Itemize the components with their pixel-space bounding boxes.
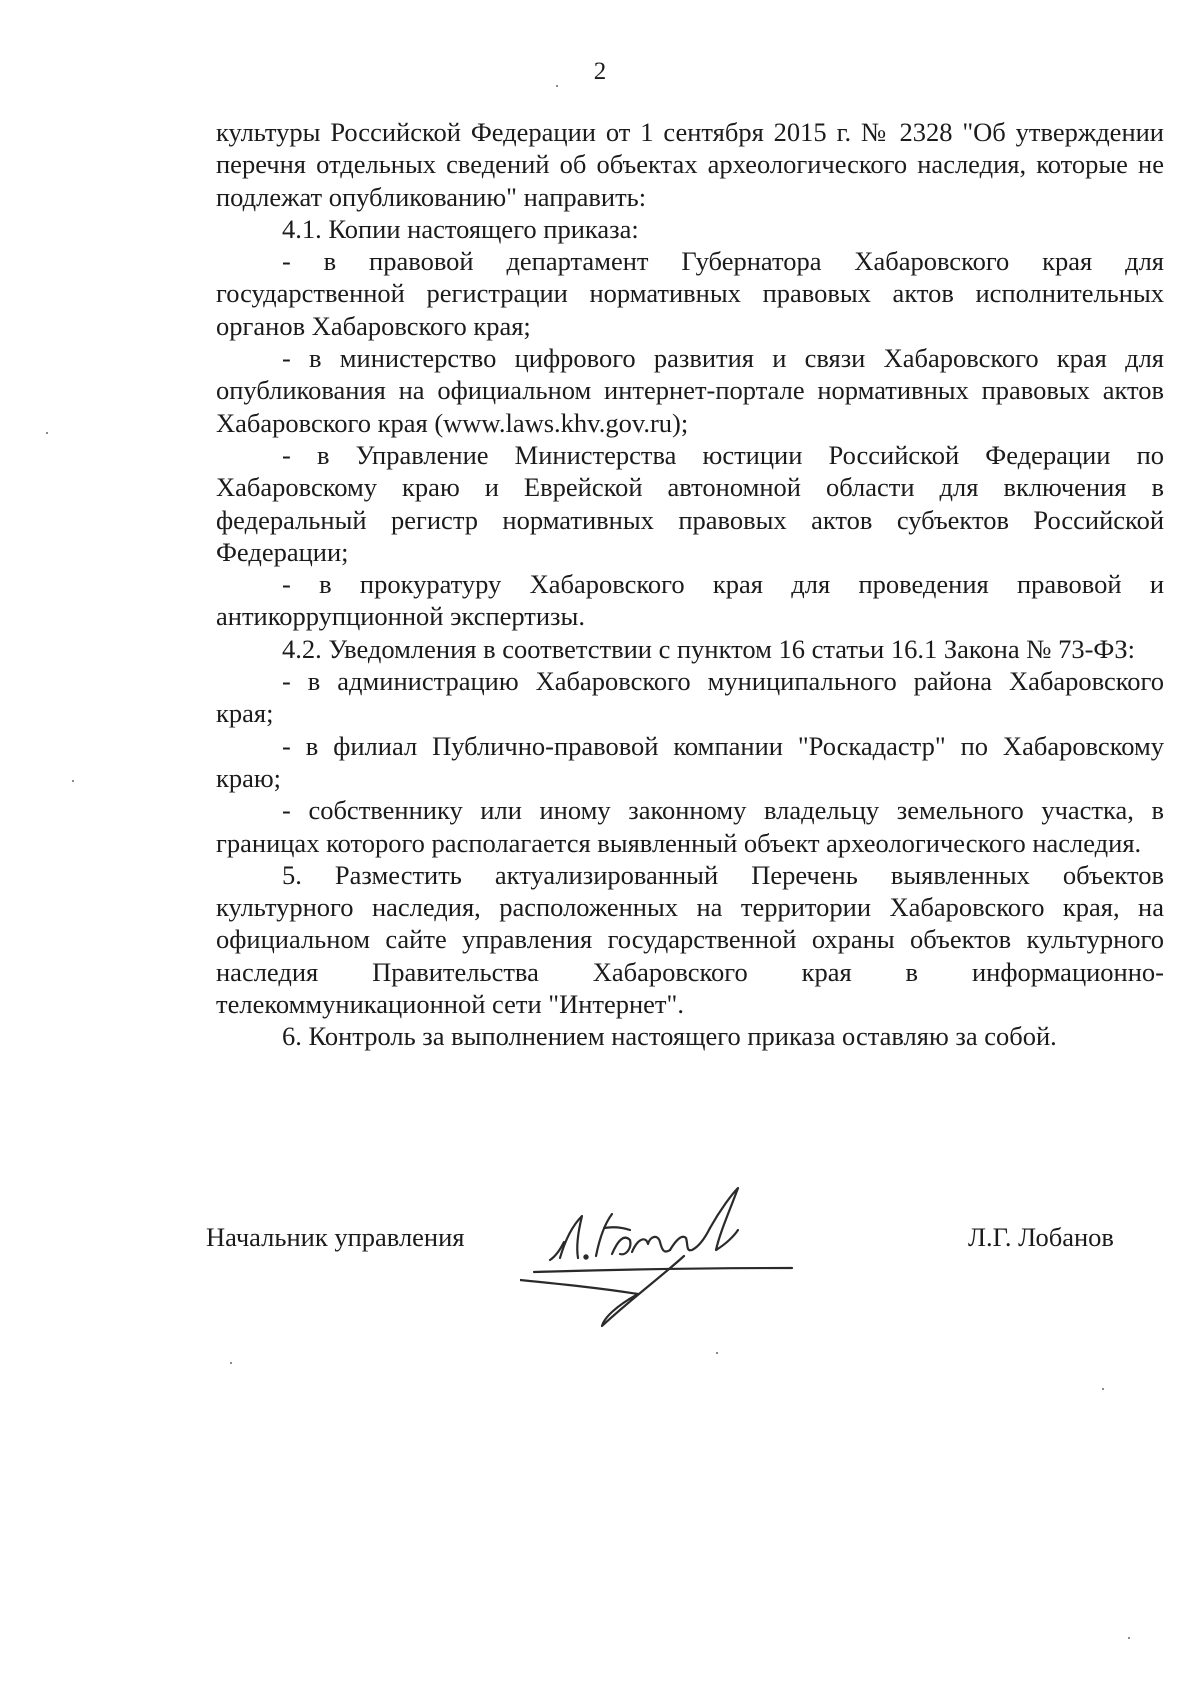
scan-speck (72, 780, 74, 782)
paragraph-4-1: 4.1. Копии настоящего приказа: (282, 213, 639, 244)
scan-speck (556, 85, 558, 87)
paragraph-roskadastr: - в филиал Публично-правовой компании "Роскадастр" по Хабаровскому краю; (216, 730, 1164, 793)
signatory-name: Л.Г. Лобанов (968, 1222, 1114, 1252)
signature-block (0, 1200, 1200, 1340)
scan-speck (230, 1362, 232, 1364)
handwritten-signature (520, 1180, 860, 1330)
scan-speck (1128, 1637, 1130, 1639)
paragraph-prosecutor: - в прокуратуру Хабаровского края для проведения правовой и антикоррупционной экспертизы. (216, 569, 1164, 632)
paragraph-4-2: 4.2. Уведомления в соответствии с пунктом 16 статьи 16.1 Закона № 73-ФЗ: (282, 633, 1136, 664)
page-number: 2 (593, 58, 607, 85)
scan-speck (1102, 1388, 1104, 1390)
paragraph-legal-department: - в правовой департамент Губернатора Хабаровского края для государственной регистрации нормативных правовых актов исполнительных органов Хабаровского края; (216, 246, 1164, 341)
paragraph-5: 5. Разместить актуализированный Перечень выявленных объектов культурного наследия, расположенных на территории Хабаровского края, на официальном сайте управления государственной охраны объектов культурного наследия Правительства Хабаровского края в информационно-телекоммуникационной сети "Интернет". (216, 859, 1164, 1020)
scan-speck (716, 1352, 718, 1354)
signatory-position: Начальник управления (206, 1222, 465, 1252)
paragraph-municipal-administration: - в администрацию Хабаровского муниципального района Хабаровского края; (216, 666, 1164, 729)
scan-speck (46, 432, 48, 434)
paragraph-land-owner: - собственнику или иному законному владельцу земельного участка, в границах которого располагается выявленный объект археологического наследия. (216, 795, 1164, 858)
paragraph-digital-ministry: - в министерство цифрового развития и связи Хабаровского края для опубликования на официальном интернет-портале нормативных правовых актов Хабаровского края (www.laws.khv.gov.ru); (216, 343, 1164, 438)
paragraph-6: 6. Контроль за выполнением настоящего приказа оставляю за собой. (282, 1021, 1057, 1052)
document-body (216, 116, 1164, 1053)
paragraph-intro: культуры Российской Федерации от 1 сентября 2015 г. № 2328 "Об утверждении перечня отдельных сведений об объектах археологического наследия, которые не подлежат опубликованию" направить: (216, 117, 1164, 212)
paragraph-justice-ministry: - в Управление Министерства юстиции Российской Федерации по Хабаровскому краю и Еврейской автономной области для включения в федеральный регистр нормативных правовых актов субъектов Российской Федерации; (216, 439, 1164, 567)
